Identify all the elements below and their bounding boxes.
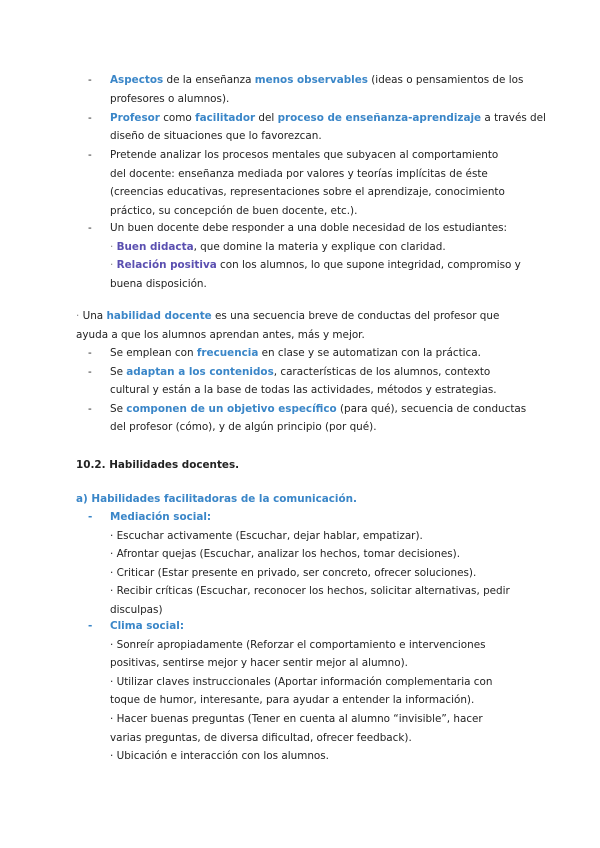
highlighted-term: adaptan a los contenidos: [126, 365, 274, 378]
text-run: cultural y están a la base de todas las actividades, métodos y estrategias.: [110, 384, 497, 397]
text-run: de la enseñanza: [163, 74, 255, 86]
list-item-line: [110, 277, 207, 291]
text-run: práctico, su concepción de buen docente, etc.).: [110, 204, 358, 217]
group-item-line: · Recibir críticas (Escuchar, reconocer los hechos, solicitar alternativas, pedir: [110, 585, 510, 598]
bullet-dash: -: [88, 149, 92, 161]
bullet-dash: -: [88, 111, 92, 124]
group-item-line: · Utilizar claves instruccionales (Aportar información complementaria con: [110, 675, 493, 688]
highlighted-term: Relación positiva: [116, 259, 217, 272]
bullet-dash: -: [88, 347, 92, 359]
text-run: a través del: [481, 111, 546, 124]
list-item-line: [110, 258, 521, 272]
list-item-line: [110, 420, 377, 434]
bullet-dash: -: [88, 511, 93, 523]
highlighted-term: Buen didacta: [116, 240, 194, 253]
text-run: Un buen docente debe responder a una doble necesidad de los estudiantes:: [110, 222, 508, 234]
text-run: es una secuencia breve de conductas del profesor que: [211, 310, 500, 322]
highlighted-term: componen de un objetivo específico: [126, 402, 337, 415]
list-item-line: [110, 185, 505, 199]
text-run: ·: [110, 240, 117, 253]
bullet-dash: -: [88, 620, 93, 632]
section-title: 10.2. Habilidades docentes.: [76, 459, 240, 471]
text-run: como: [159, 111, 196, 124]
text-run: Se: [110, 365, 127, 378]
text-run: Se emplean con: [110, 347, 197, 359]
text-run: (ideas o pensamientos de los: [367, 74, 524, 86]
highlighted-term: habilidad docente: [106, 310, 212, 322]
text-run: profesores o alumnos).: [110, 92, 230, 105]
text-run: Pretende analizar los procesos mentales que subyacen al comportamiento: [110, 149, 499, 161]
group-item-line: · Afrontar quejas (Escuchar, analizar los hechos, tomar decisiones).: [110, 548, 461, 561]
group-item-line: toque de humor, interesante, para ayudar a entender la información).: [110, 694, 475, 707]
group-item-line: · Criticar (Estar presente en privado, ser concreto, ofrecer soluciones).: [110, 566, 477, 579]
list-item-line: [110, 402, 526, 416]
definition-line: [76, 309, 499, 323]
group-item-line: · Hacer buenas preguntas (Tener en cuenta al alumno “invisible”, hacer: [110, 713, 483, 725]
text-run: (para qué), secuencia de conductas: [336, 402, 527, 415]
list-item-line: [110, 92, 229, 106]
text-run: en clase y se automatizan con la práctica.: [258, 347, 481, 359]
text-run: con los alumnos, lo que supone integridad, compromiso y: [216, 259, 521, 272]
group-item-line: positivas, sentirse mejor y hacer sentir mejor al alumno).: [110, 657, 408, 670]
text-run: , que domine la materia y explique con claridad.: [193, 240, 446, 253]
group-item-line: disculpas): [110, 604, 163, 616]
group-item-line: · Ubicación e interacción con los alumnos.: [110, 750, 329, 763]
highlighted-term: Aspectos: [110, 74, 164, 86]
text-run: ·: [76, 310, 83, 322]
bullet-dash: -: [88, 402, 92, 415]
text-run: diseño de situaciones que lo favorezcan.: [110, 130, 322, 143]
list-item-line: [110, 221, 507, 235]
highlighted-term: frecuencia: [196, 347, 259, 359]
list-item-line: [110, 148, 498, 162]
subsection-title: a) Habilidades facilitadoras de la comunicación.: [76, 493, 357, 505]
highlighted-term: Profesor: [110, 111, 160, 124]
group-item-line: varias preguntas, de diversa dificultad, ofrecer feedback).: [110, 731, 412, 744]
group-title: Mediación social:: [110, 511, 212, 523]
text-run: ·: [110, 259, 117, 272]
text-run: Se: [110, 402, 127, 415]
group-title: Clima social:: [110, 620, 184, 632]
list-item-line: [110, 240, 446, 254]
text-run: Una: [82, 310, 107, 322]
text-run: ayuda a que los alumnos aprendan antes, más y mejor.: [76, 328, 365, 341]
text-run: del docente: enseñanza mediada por valores y teorías implícitas de éste: [110, 167, 488, 180]
highlighted-term: facilitador: [195, 111, 256, 124]
text-run: (creencias educativas, representaciones sobre el aprendizaje, conocimiento: [110, 186, 505, 199]
list-item-line: [110, 129, 322, 143]
highlighted-term: proceso de enseñanza-aprendizaje: [277, 111, 482, 124]
group-item-line: · Escuchar activamente (Escuchar, dejar hablar, empatizar).: [110, 529, 423, 542]
bullet-dash: -: [88, 222, 92, 234]
bullet-dash: -: [88, 365, 92, 378]
text-run: del: [255, 111, 278, 124]
list-item-line: [110, 204, 357, 218]
text-run: , características de los alumnos, contexto: [273, 365, 491, 378]
list-item-line: [110, 111, 546, 125]
list-item-line: [110, 346, 481, 360]
list-item-line: [110, 365, 490, 379]
text-run: del profesor (cómo), y de algún principio (por qué).: [110, 421, 377, 434]
list-item-line: [110, 383, 497, 397]
definition-line: [76, 328, 365, 342]
text-run: buena disposición.: [110, 277, 207, 290]
list-item-line: [110, 73, 523, 87]
group-item-line: · Sonreír apropiadamente (Reforzar el comportamiento e intervenciones: [110, 638, 486, 651]
list-item-line: [110, 167, 488, 181]
bullet-dash: -: [88, 74, 92, 86]
highlighted-term: menos observables: [254, 74, 368, 86]
